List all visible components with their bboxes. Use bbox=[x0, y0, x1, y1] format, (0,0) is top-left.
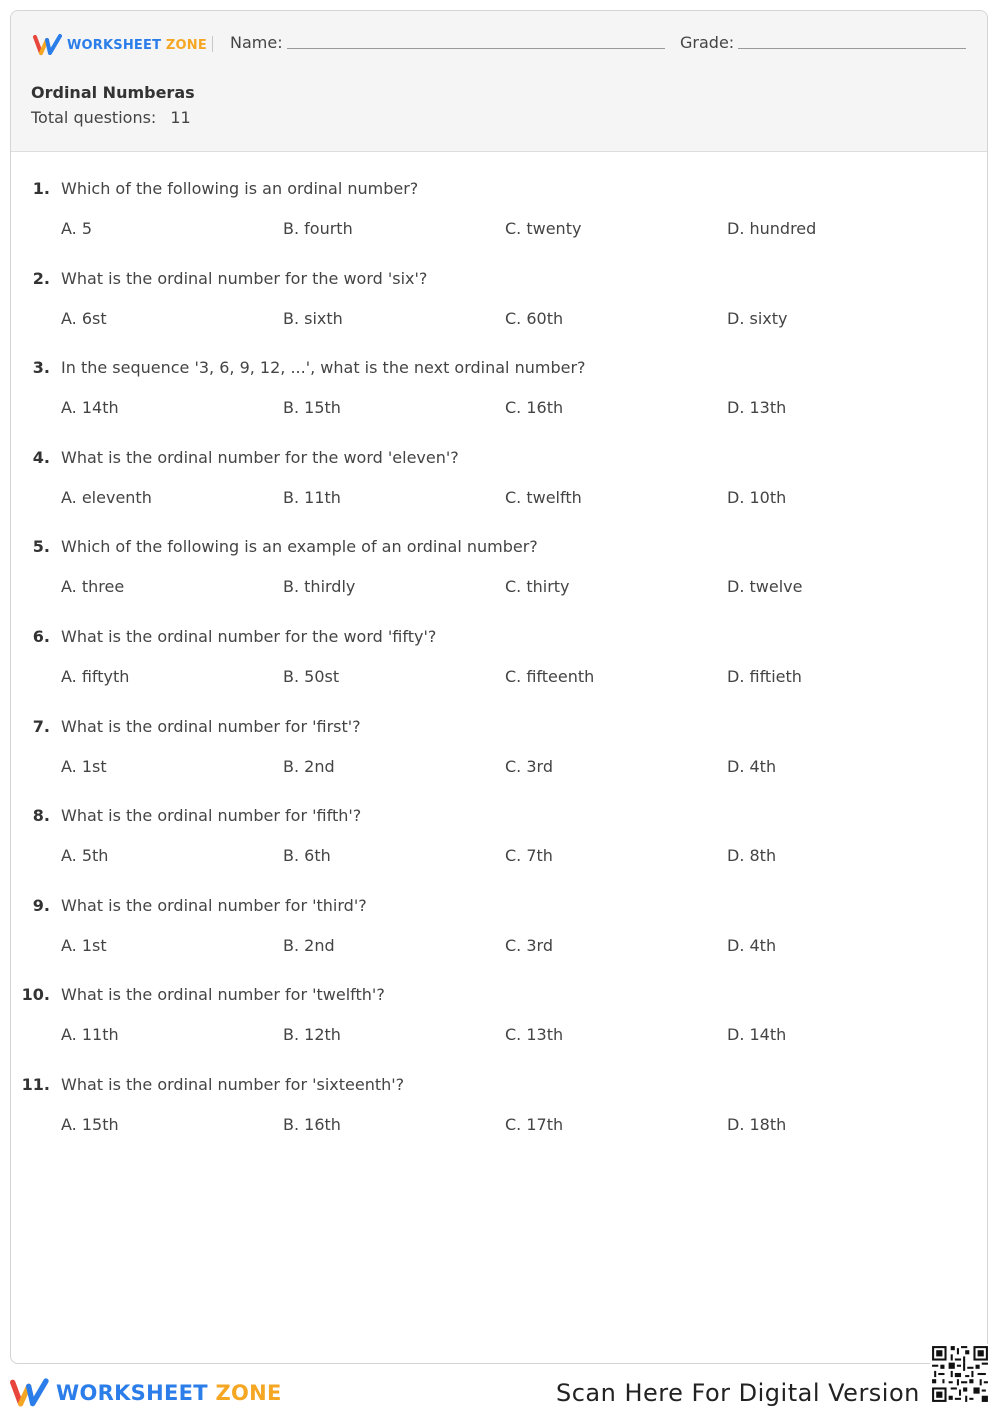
answer-option-b[interactable]: B. 6th bbox=[283, 846, 331, 866]
question-8 bbox=[11, 806, 987, 896]
answer-option-c[interactable]: C. 3rd bbox=[505, 756, 553, 776]
answer-option-d[interactable]: D. 8th bbox=[727, 846, 777, 866]
answer-option-d[interactable]: D. 4th bbox=[727, 935, 777, 955]
answer-option-d[interactable]: D. 13th bbox=[727, 398, 787, 418]
worksheet-zone-logo-icon bbox=[33, 34, 63, 56]
answer-option-c[interactable]: C. twenty bbox=[505, 219, 582, 238]
answer-option-b[interactable]: B. thirdly bbox=[283, 577, 356, 597]
question-number: 7. bbox=[32, 716, 50, 736]
worksheet-page bbox=[10, 10, 988, 1364]
grade-field[interactable] bbox=[738, 48, 966, 49]
answer-option-b[interactable]: B. 11th bbox=[283, 487, 341, 507]
question-2 bbox=[11, 269, 987, 359]
question-text: What is the ordinal number for the word 'six'? bbox=[61, 268, 428, 288]
answer-option-a[interactable]: A. 5th bbox=[61, 846, 109, 866]
question-number: 1. bbox=[32, 179, 50, 198]
question-number: 8. bbox=[32, 806, 50, 826]
answer-option-a[interactable]: A. 11th bbox=[61, 1025, 119, 1045]
answer-option-c[interactable]: C. 13th bbox=[505, 1025, 564, 1045]
question-text: What is the ordinal number for 'fifth'? bbox=[61, 806, 362, 826]
worksheet-title: Ordinal Numberas bbox=[31, 83, 195, 102]
total-questions bbox=[31, 108, 191, 127]
header-divider bbox=[212, 36, 213, 52]
answer-option-a[interactable]: A. 15th bbox=[61, 1115, 119, 1134]
question-number: 9. bbox=[32, 895, 50, 915]
answer-option-d[interactable]: D. 10th bbox=[727, 487, 787, 507]
question-4 bbox=[11, 448, 987, 538]
question-9 bbox=[11, 896, 987, 986]
answer-option-c[interactable]: C. 17th bbox=[505, 1115, 564, 1134]
question-5 bbox=[11, 537, 987, 627]
question-3 bbox=[11, 358, 987, 448]
question-number: 2. bbox=[32, 268, 50, 288]
question-number: 6. bbox=[32, 627, 50, 646]
answer-option-d[interactable]: D. 18th bbox=[727, 1115, 787, 1134]
answer-option-b[interactable]: B. 15th bbox=[283, 398, 341, 418]
answer-option-d[interactable]: D. 14th bbox=[727, 1025, 787, 1045]
brand-part-2: ZONE bbox=[165, 37, 207, 53]
answer-option-d[interactable]: D. hundred bbox=[727, 219, 817, 238]
question-number: 4. bbox=[32, 447, 50, 467]
question-number: 5. bbox=[32, 537, 50, 557]
answer-option-b[interactable]: B. 16th bbox=[283, 1115, 341, 1134]
answer-option-a[interactable]: A. three bbox=[61, 577, 125, 597]
total-count: 11 bbox=[170, 108, 191, 127]
question-text: What is the ordinal number for 'sixteenth'? bbox=[61, 1075, 405, 1094]
answer-option-d[interactable]: D. twelve bbox=[727, 577, 803, 597]
question-text: What is the ordinal number for the word 'fifty'? bbox=[61, 627, 437, 646]
worksheet-header bbox=[11, 11, 987, 152]
answer-option-c[interactable]: C. 60th bbox=[505, 308, 564, 328]
footer-brand-name bbox=[56, 1381, 282, 1405]
header-logo bbox=[33, 33, 207, 57]
answer-option-b[interactable]: B. 2nd bbox=[283, 756, 335, 776]
question-text: What is the ordinal number for 'third'? bbox=[61, 895, 367, 915]
answer-option-a[interactable]: A. 1st bbox=[61, 756, 107, 776]
answer-option-c[interactable]: C. twelfth bbox=[505, 487, 582, 507]
worksheet-zone-logo-icon bbox=[10, 1376, 50, 1410]
qr-code-icon[interactable] bbox=[930, 1344, 990, 1404]
question-text: What is the ordinal number for 'first'? bbox=[61, 716, 361, 736]
answer-option-c[interactable]: C. 16th bbox=[505, 398, 564, 418]
answer-option-b[interactable]: B. 50st bbox=[283, 667, 340, 686]
name-field[interactable] bbox=[287, 48, 665, 49]
question-number: 3. bbox=[32, 358, 50, 378]
brand-part-2: ZONE bbox=[215, 1381, 282, 1405]
answer-option-b[interactable]: B. fourth bbox=[283, 219, 353, 238]
brand-part-1: WORKSHEET bbox=[67, 37, 162, 53]
scan-caption: Scan Here For Digital Version bbox=[556, 1379, 920, 1407]
answer-option-a[interactable]: A. 14th bbox=[61, 398, 119, 418]
answer-option-d[interactable]: D. sixty bbox=[727, 308, 788, 328]
grade-label: Grade: bbox=[680, 33, 735, 52]
answer-option-a[interactable]: A. fiftyth bbox=[61, 667, 130, 686]
question-6 bbox=[11, 627, 987, 717]
brand-part-1: WORKSHEET bbox=[56, 1381, 208, 1405]
question-10 bbox=[11, 985, 987, 1075]
question-text: What is the ordinal number for 'twelfth'? bbox=[61, 985, 385, 1005]
answer-option-d[interactable]: D. fiftieth bbox=[727, 667, 802, 686]
question-number: 10. bbox=[21, 985, 50, 1005]
answer-option-c[interactable]: C. 7th bbox=[505, 846, 553, 866]
answer-option-a[interactable]: A. 5 bbox=[61, 219, 93, 238]
answer-option-d[interactable]: D. 4th bbox=[727, 756, 777, 776]
question-text: Which of the following is an example of an ordinal number? bbox=[61, 537, 538, 557]
total-label: Total questions: bbox=[31, 108, 157, 127]
question-11 bbox=[11, 1075, 987, 1165]
question-text: In the sequence '3, 6, 9, 12, ...', what is the next ordinal number? bbox=[61, 358, 586, 378]
name-label: Name: bbox=[230, 33, 283, 52]
answer-option-a[interactable]: A. 6st bbox=[61, 308, 107, 328]
brand-name bbox=[67, 38, 207, 53]
answer-option-c[interactable]: C. fifteenth bbox=[505, 667, 595, 686]
answer-option-a[interactable]: A. 1st bbox=[61, 935, 107, 955]
answer-option-b[interactable]: B. 12th bbox=[283, 1025, 341, 1045]
answer-option-a[interactable]: A. eleventh bbox=[61, 487, 152, 507]
answer-option-b[interactable]: B. 2nd bbox=[283, 935, 335, 955]
answer-option-c[interactable]: C. 3rd bbox=[505, 935, 553, 955]
footer-logo bbox=[10, 1376, 282, 1410]
question-number: 11. bbox=[21, 1075, 50, 1094]
answer-option-c[interactable]: C. thirty bbox=[505, 577, 570, 597]
answer-option-b[interactable]: B. sixth bbox=[283, 308, 343, 328]
question-7 bbox=[11, 717, 987, 807]
question-1 bbox=[11, 179, 987, 269]
question-text: Which of the following is an ordinal number? bbox=[61, 179, 419, 198]
question-text: What is the ordinal number for the word 'eleven'? bbox=[61, 447, 459, 467]
